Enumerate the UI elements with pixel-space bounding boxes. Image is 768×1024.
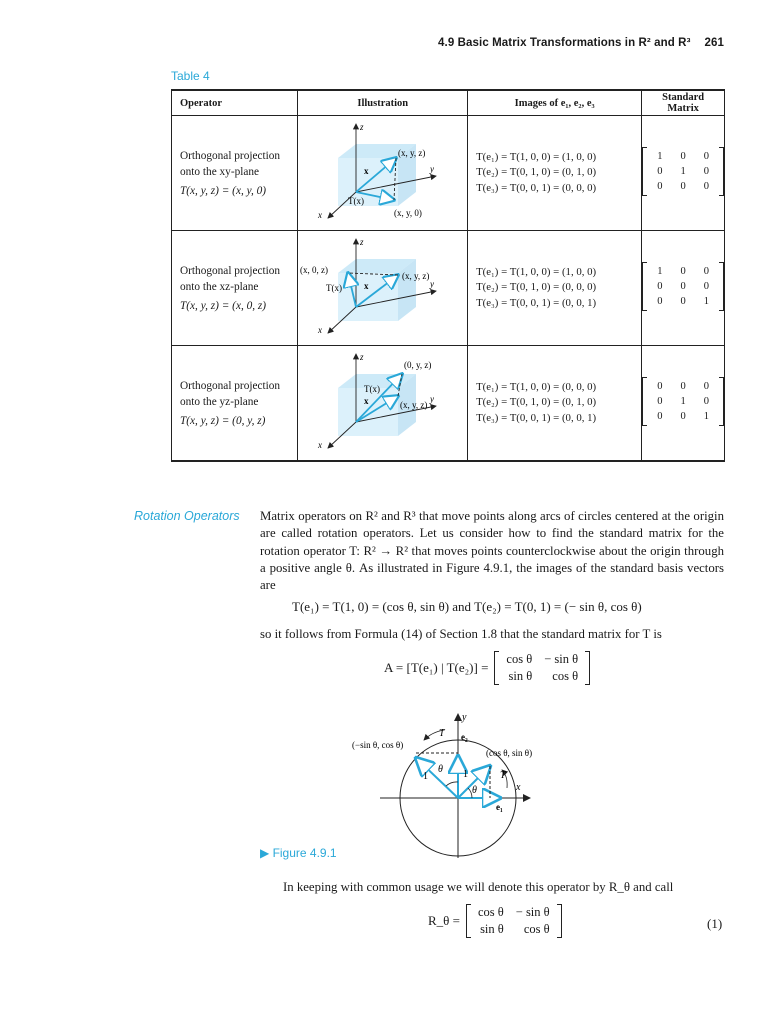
operator-name-line2: onto the yz-plane xyxy=(180,395,259,408)
matrix-entry: 0 xyxy=(657,381,663,392)
matrix-entry: 0 xyxy=(657,166,663,177)
label-x: x xyxy=(318,209,323,220)
matrix-R-entry: cos θ xyxy=(477,905,504,919)
figure-label: ▶ Figure 4.9.1 xyxy=(260,846,337,860)
label-point: (x, y, z) xyxy=(400,399,428,410)
rotation-paragraph: Matrix operators on R² and R³ that move points along arcs of circles centered at the origin are called rotation operators. Let us consider how to find the standard matrix for the rotation operator T: R² → R² that moves points counterclockwise about the origin through a positive angle θ. As illustrated in Figure 4.9.1, the images of the standard basis vectors are xyxy=(260,509,724,593)
matrix-entry: 0 xyxy=(703,396,709,407)
page-number: 261 xyxy=(704,37,724,49)
label-T: T(x) xyxy=(326,282,343,293)
label-T: T(x) xyxy=(364,383,381,394)
label-vector-x: x xyxy=(364,395,369,406)
images-cell xyxy=(468,346,642,462)
table-caption: Table 4 xyxy=(171,69,210,83)
image-e1: T(e₁) = T(1, 0, 0) = (1, 0, 0) xyxy=(476,150,597,163)
image-e1: T(e₁) = T(1, 0, 0) = (0, 0, 0) xyxy=(476,380,597,393)
matrix-entry: 0 xyxy=(680,151,686,162)
matrix-A xyxy=(494,651,590,685)
matrix-cell xyxy=(642,346,725,462)
matrix-entry: 0 xyxy=(703,266,709,277)
label-z: z xyxy=(360,121,364,132)
matrix-A-entry: cos θ xyxy=(552,669,579,683)
matrix-R-entry: − sin θ xyxy=(515,905,550,919)
matrix-entry: 0 xyxy=(680,266,686,277)
image-e3: T(e₃) = T(0, 0, 1) = (0, 0, 0) xyxy=(476,181,597,194)
operator-name-line1: Orthogonal projection xyxy=(180,264,281,277)
label-image: (x, y, 0) xyxy=(394,207,423,218)
matrix-cell xyxy=(642,116,725,231)
label-point: (x, y, z) xyxy=(402,270,430,281)
label-theta-lower: θ xyxy=(472,785,477,796)
standard-matrix xyxy=(642,377,724,426)
matrix-R xyxy=(466,904,562,938)
figure-rotation xyxy=(340,708,550,858)
illustration-cell xyxy=(298,346,468,462)
theta-arc xyxy=(446,782,458,786)
rotation-side-heading: Rotation Operators xyxy=(134,509,240,523)
closing-text: In keeping with common usage we will denote this operator by R_θ and call xyxy=(283,880,674,894)
matrix-entry: 0 xyxy=(680,411,686,422)
matrix-entry: 1 xyxy=(657,151,663,162)
matrix-entry: 0 xyxy=(680,296,686,307)
standard-matrix xyxy=(642,262,724,311)
matrix-A-entry: − sin θ xyxy=(544,652,579,666)
operator-name-line2: onto the xy-plane xyxy=(180,165,260,178)
operator-formula: T(x, y, z) = (x, y, 0) xyxy=(180,184,267,197)
matrix-entry: 1 xyxy=(703,296,709,307)
matrix-entry: 0 xyxy=(657,411,663,422)
matrix-entry: 1 xyxy=(680,166,686,177)
table-row xyxy=(172,346,725,462)
matrix-entry: 0 xyxy=(703,181,709,192)
label-x: x xyxy=(516,782,521,793)
matrix-entry: 1 xyxy=(680,396,686,407)
operator-name-line1: Orthogonal projection xyxy=(180,149,281,162)
label-e2: e₂ xyxy=(461,732,468,742)
label-z: z xyxy=(360,236,364,247)
label-T-left: T xyxy=(439,728,445,739)
label-point-right: (cos θ, sin θ) xyxy=(486,748,533,758)
operator-formula: T(x, y, z) = (0, y, z) xyxy=(180,414,266,427)
label-y: y xyxy=(430,163,435,174)
matrix-R-entry: cos θ xyxy=(523,922,550,936)
matrix-entry: 0 xyxy=(657,281,663,292)
matrix-entry: 0 xyxy=(703,166,709,177)
matrix-entry: 1 xyxy=(657,266,663,277)
image-e3: T(e₃) = T(0, 0, 1) = (0, 0, 1) xyxy=(476,411,597,424)
col-header-illustration: Illustration xyxy=(298,90,468,116)
label-one-right: 1 xyxy=(463,769,468,780)
label-image: (0, y, z) xyxy=(404,359,432,370)
table-row xyxy=(172,231,725,346)
page-header xyxy=(438,37,724,49)
illustration-cell xyxy=(298,231,468,346)
image-e2: T(e₂) = T(0, 1, 0) = (0, 0, 0) xyxy=(476,281,597,294)
equation-number: (1) xyxy=(707,916,723,931)
standard-matrix xyxy=(642,147,724,196)
label-point-left: (−sin θ, cos θ) xyxy=(352,740,404,750)
col-header-matrix: Standard Matrix xyxy=(642,90,725,116)
matrix-entry: 1 xyxy=(703,411,709,422)
matrix-A-entry: sin θ xyxy=(508,669,533,683)
operator-name-line2: onto the xz-plane xyxy=(180,280,259,293)
label-vector-x: x xyxy=(364,280,369,291)
image-e2: T(e₂) = T(0, 1, 0) = (0, 1, 0) xyxy=(476,166,597,179)
label-one-left: 1 xyxy=(423,771,428,782)
table-row xyxy=(172,116,725,231)
images-cell xyxy=(468,231,642,346)
equation-R-lhs: R_θ = xyxy=(428,913,460,928)
label-x: x xyxy=(318,324,323,335)
equation-images: T(e₁) = T(1, 0) = (cos θ, sin θ) and T(e₂) = T(0, 1) = (− sin θ, cos θ) xyxy=(292,599,642,614)
matrix-entry: 0 xyxy=(657,181,663,192)
label-point: (x, y, z) xyxy=(398,147,426,158)
operator-cell xyxy=(172,116,298,231)
matrix-A-entry: cos θ xyxy=(506,652,533,666)
label-theta-upper: θ xyxy=(438,764,443,775)
matrix-entry: 0 xyxy=(703,381,709,392)
operator-cell xyxy=(172,231,298,346)
label-image: (x, 0, z) xyxy=(300,264,329,275)
image-e1: T(e₁) = T(1, 0, 0) = (1, 0, 0) xyxy=(476,265,597,278)
label-y: y xyxy=(430,278,435,289)
image-e2: T(e₂) = T(0, 1, 0) = (0, 1, 0) xyxy=(476,396,597,409)
images-cell xyxy=(468,116,642,231)
projection-illustration xyxy=(298,118,448,226)
label-y: y xyxy=(462,712,467,723)
matrix-cell xyxy=(642,231,725,346)
section-title: 4.9 Basic Matrix Transformations in R² and R³ xyxy=(438,37,691,49)
equation-A-lhs: A = [T(e₁) | T(e₂)] = xyxy=(384,660,489,675)
matrix-R-entry: sin θ xyxy=(480,922,504,936)
label-z: z xyxy=(360,351,364,362)
label-y: y xyxy=(430,393,435,404)
label-x: x xyxy=(318,439,323,450)
projection-illustration xyxy=(298,233,448,341)
operator-formula: T(x, y, z) = (x, 0, z) xyxy=(180,299,267,312)
col-header-operator: Operator xyxy=(172,90,298,116)
label-T: T(x) xyxy=(348,195,365,206)
matrix-entry: 0 xyxy=(680,281,686,292)
matrix-entry: 0 xyxy=(680,381,686,392)
matrix-entry: 0 xyxy=(680,181,686,192)
equation-matrix-R xyxy=(428,904,562,938)
equation-matrix-A xyxy=(384,651,590,685)
matrix-entry: 0 xyxy=(703,151,709,162)
col-header-images: Images of e₁, e₂, e₃ xyxy=(468,90,642,116)
label-e1: e₁ xyxy=(496,802,503,812)
follow-text: so it follows from Formula (14) of Section 1.8 that the standard matrix for T is xyxy=(260,627,662,641)
matrix-entry: 0 xyxy=(657,296,663,307)
operator-name-line1: Orthogonal projection xyxy=(180,379,281,392)
operators-table xyxy=(171,89,725,462)
operator-cell xyxy=(172,346,298,462)
projection-illustration xyxy=(298,348,448,456)
label-T-right: T xyxy=(500,770,506,781)
matrix-entry: 0 xyxy=(657,396,663,407)
illustration-cell xyxy=(298,116,468,231)
label-vector-x: x xyxy=(364,165,369,176)
matrix-entry: 0 xyxy=(703,281,709,292)
image-e3: T(e₃) = T(0, 0, 1) = (0, 0, 1) xyxy=(476,296,597,309)
